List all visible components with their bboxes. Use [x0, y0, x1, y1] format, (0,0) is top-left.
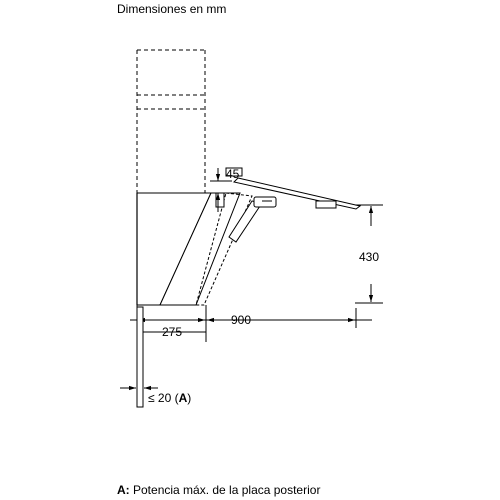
page-title: Dimensiones en mm [117, 2, 227, 16]
chimney-outline [137, 50, 205, 193]
dimension-430-label: 430 [359, 250, 380, 264]
hood-body [137, 193, 240, 305]
footnote-text: Potencia máx. de la placa posterior [129, 483, 321, 497]
dimension-45-label: 45 [226, 167, 240, 181]
dimension-clearance-label: ≤ 20 (A) [148, 391, 192, 405]
dimension-900-label: 900 [231, 313, 252, 327]
dimension-275-label: 275 [162, 325, 183, 339]
footnote [117, 482, 320, 498]
footnote-key: A: [117, 483, 130, 497]
back-plate [137, 307, 143, 407]
